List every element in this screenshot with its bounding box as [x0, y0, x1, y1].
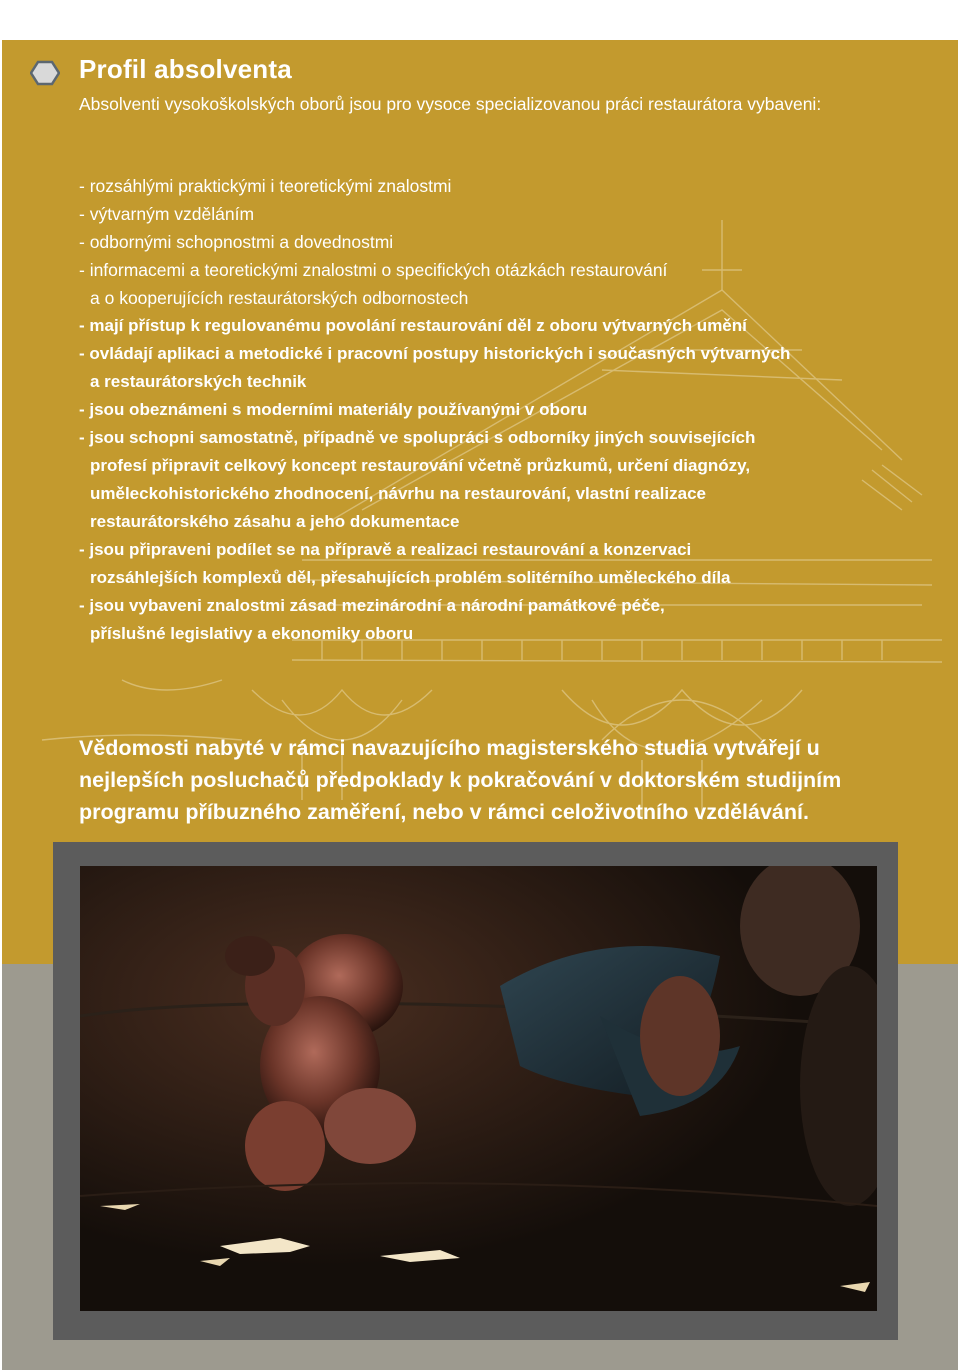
list-item-continuation: a o kooperujících restaurátorských odbornostech — [90, 288, 469, 308]
list-item-text: - jsou schopni samostatně, případně ve spolupráci s odborníky jiných souvisejících — [79, 428, 756, 447]
gold-background-panel — [2, 40, 958, 964]
list-item-text: - výtvarným vzděláním — [79, 204, 255, 224]
qualifications-list — [79, 172, 909, 648]
list-item — [79, 200, 909, 228]
list-item-text: - ovládají aplikaci a metodické i pracovní postupy historických i současných výtvarných — [79, 344, 791, 363]
list-item-continuation: restaurátorského zásahu a jeho dokumentace — [90, 512, 460, 531]
list-item — [79, 172, 909, 200]
list-item-continuation: a restaurátorských technik — [90, 372, 307, 391]
painting-illustration — [80, 866, 877, 1311]
list-item-text: - mají přístup k regulovanému povolání restaurování děl z oboru výtvarných umění — [79, 316, 747, 335]
list-item — [79, 424, 909, 536]
list-item-continuation: uměleckohistorického zhodnocení, návrhu na restaurování, vlastní realizace — [90, 484, 706, 503]
list-item-continuation: příslušné legislativy a ekonomiky oboru — [90, 624, 414, 643]
list-item-text: - jsou vybaveni znalostmi zásad mezinárodní a národní památkové péče, — [79, 596, 665, 615]
list-item-text: - jsou připraveni podílet se na přípravě a realizaci restaurování a konzervaci — [79, 540, 692, 559]
list-item-continuation: profesí připravit celkový koncept restaurování včetně průzkumů, určení diagnózy, — [90, 456, 751, 475]
list-item-text: - rozsáhlými praktickými i teoretickými znalostmi — [79, 176, 452, 196]
list-item — [79, 312, 909, 340]
intro-paragraph: Absolventi vysokoškolských oborů jsou pro vysoce specializovanou práci restaurátora vybaveni: — [79, 94, 822, 114]
list-item-text: - informacemi a teoretickými znalostmi o specifických otázkách restaurování — [79, 260, 668, 280]
list-item-continuation: rozsáhlejších komplexů děl, přesahujících problém solitérního uměleckého díla — [90, 568, 731, 587]
list-item-text: - jsou obeznámeni s moderními materiály používanými v oboru — [79, 400, 588, 419]
list-item — [79, 592, 909, 648]
list-item — [79, 536, 909, 592]
section-title: Profil absolventa — [79, 54, 292, 84]
painting-detail-image — [80, 866, 877, 1311]
hexagon-bullet-icon — [30, 60, 60, 86]
conclusion-paragraph: Vědomosti nabyté v rámci navazujícího magisterského studia vytvářejí u nejlepších posluchačů předpoklady k pokračování v doktorském studijním programu příbuzného zaměření, nebo v rámci celoživotního vzdělávání. — [79, 736, 842, 824]
list-item — [79, 340, 909, 396]
list-item — [79, 228, 909, 256]
list-item — [79, 396, 909, 424]
list-item — [79, 256, 909, 312]
list-item-text: - odbornými schopnostmi a dovednostmi — [79, 232, 394, 252]
